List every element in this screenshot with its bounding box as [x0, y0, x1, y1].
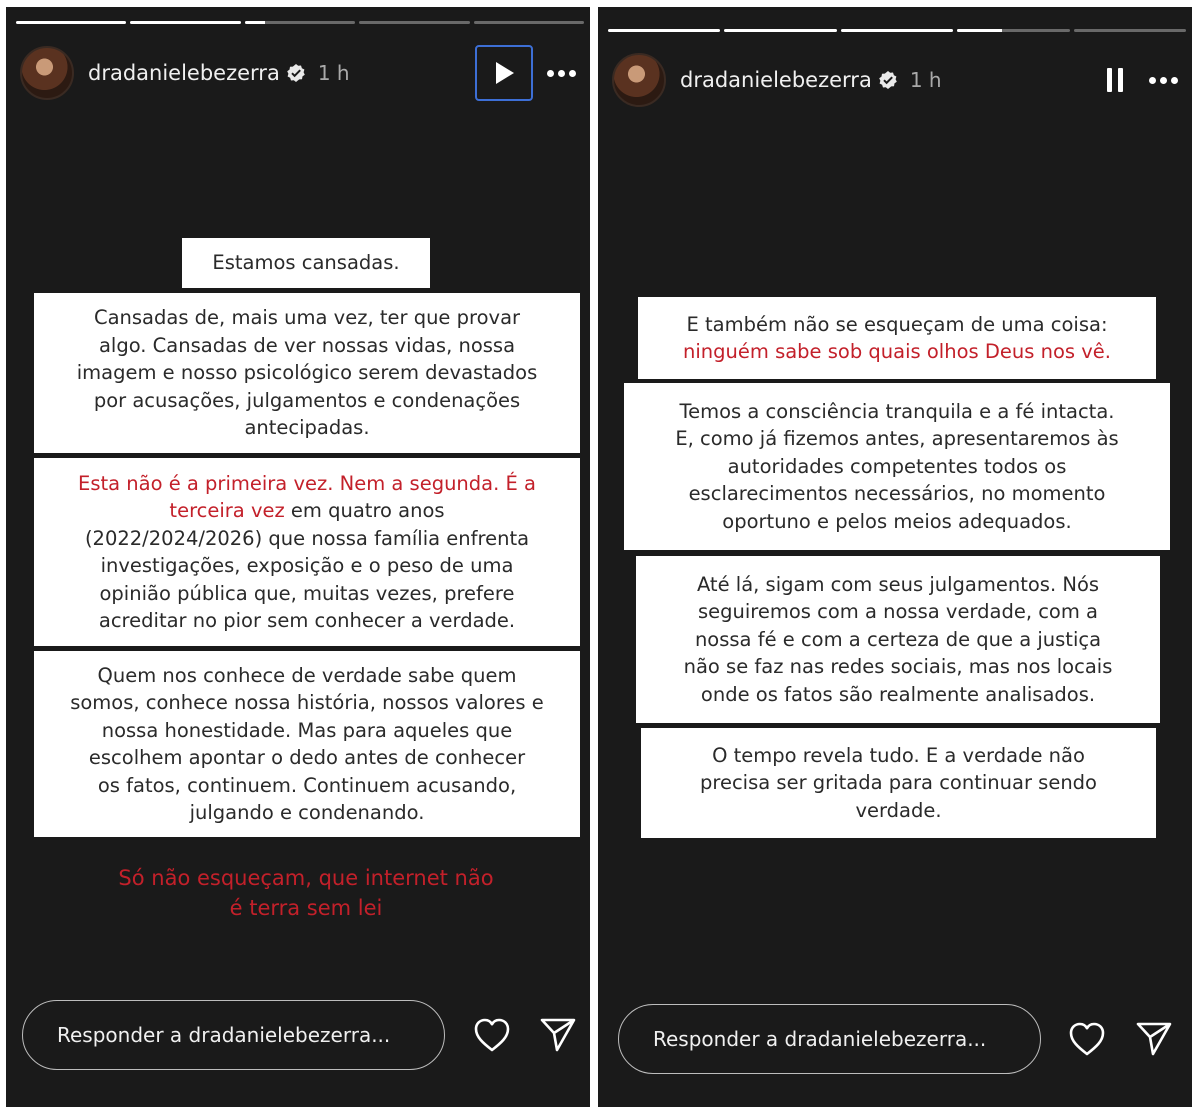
body-text: Quem nos conhece de verdade sabe quem	[97, 663, 517, 687]
body-text: nossa fé e com a certeza de que a justiça	[694, 627, 1102, 651]
body-text: somos, conhece nossa história, nossos valores e	[70, 691, 544, 714]
text-line	[697, 571, 1099, 599]
body-text: autoridades competentes todos os	[727, 454, 1067, 478]
text-line	[680, 398, 1115, 426]
progress-segment	[957, 29, 1069, 32]
text-line	[94, 304, 520, 332]
body-text: precisa ser gritada para continuar sendo	[700, 771, 1097, 795]
reply-placeholder: Responder a dradanielebezerra...	[653, 1027, 987, 1051]
footer-line: é terra sem lei	[229, 896, 383, 920]
footer-warning-text	[66, 863, 546, 923]
reply-input[interactable]	[22, 1000, 445, 1070]
text-line	[70, 689, 544, 717]
verified-badge-icon	[286, 63, 306, 83]
text-line	[855, 797, 941, 825]
body-text: algo. Cansadas de ver nossas vidas, nossa	[98, 333, 516, 357]
text-line	[99, 607, 515, 635]
body-text: Até lá, sigam com seus julgamentos. Nós	[696, 572, 1100, 596]
story-text-box	[638, 297, 1156, 379]
body-text: imagem e nosso psicológico serem devastados	[76, 361, 538, 385]
progress-segment	[130, 21, 240, 24]
body-text: opinião pública que, muitas vezes, prefere	[99, 581, 515, 605]
text-line	[94, 387, 520, 415]
story-text-box	[34, 651, 580, 837]
story-right	[598, 7, 1192, 1107]
story-text-box	[624, 383, 1170, 550]
body-text: seguiremos com a nossa verdade, com a	[697, 600, 1099, 624]
text-line	[212, 249, 399, 277]
text-line	[695, 626, 1101, 654]
progress-segment	[1074, 29, 1186, 32]
body-text: esclarecimentos necessários, no momento	[688, 482, 1106, 506]
story-text-box	[641, 728, 1156, 838]
story-header	[612, 53, 1182, 107]
body-text: E também não se esqueçam de uma coisa:	[686, 312, 1108, 336]
body-text: O tempo revela tudo. E a verdade não	[712, 743, 1085, 767]
heart-icon[interactable]	[468, 1011, 516, 1059]
body-text: acreditar no pior sem conhecer a verdade.	[98, 609, 516, 632]
avatar[interactable]	[20, 46, 74, 100]
progress-segment-fill	[841, 29, 953, 32]
text-line	[78, 470, 536, 498]
text-line	[675, 425, 1118, 453]
story-text-box	[182, 238, 430, 288]
more-options-icon[interactable]	[1149, 77, 1178, 84]
progress-segment	[359, 21, 469, 24]
body-text: em quatro anos	[284, 499, 445, 522]
text-line	[700, 769, 1097, 797]
progress-segment	[841, 29, 953, 32]
footer-line: Só não esqueçam, que internet não	[118, 866, 494, 890]
progress-segment-fill	[724, 29, 836, 32]
story-header	[20, 45, 580, 101]
body-text: os fatos, continuem. Continuem acusando,	[97, 773, 517, 797]
pause-icon[interactable]	[1095, 60, 1135, 100]
reply-input[interactable]	[618, 1004, 1041, 1074]
text-line	[102, 717, 513, 745]
avatar[interactable]	[612, 53, 666, 107]
text-line	[689, 480, 1106, 508]
body-text: investigações, exposição e o peso de uma	[100, 554, 514, 577]
text-line	[99, 332, 515, 360]
body-text: Cansadas de, mais uma vez, ter que provar	[93, 306, 521, 330]
progress-segment	[474, 21, 584, 24]
text-line	[101, 552, 514, 580]
progress-bar	[16, 21, 584, 24]
text-line	[98, 772, 516, 800]
post-time: 1 h	[909, 68, 942, 92]
story-text-box	[34, 293, 580, 453]
text-line	[244, 414, 369, 442]
highlight-text: terceira vez	[169, 499, 285, 522]
highlight-text: ninguém sabe sob quais olhos Deus nos vê.	[683, 340, 1111, 363]
body-text: Estamos cansadas.	[212, 251, 400, 275]
text-line	[89, 744, 525, 772]
post-time: 1 h	[317, 61, 350, 85]
story-left	[6, 7, 590, 1107]
play-icon[interactable]	[475, 45, 533, 101]
body-text: antecipadas.	[244, 416, 370, 440]
send-icon[interactable]	[1130, 1015, 1178, 1063]
progress-segment	[16, 21, 126, 24]
text-line	[728, 453, 1067, 481]
story-text-box	[34, 458, 580, 646]
progress-segment	[245, 21, 355, 24]
text-line	[100, 580, 515, 608]
body-text: (2022/2024/2026) que nossa família enfrenta	[84, 526, 530, 550]
text-line	[85, 525, 529, 553]
body-text: Temos a consciência tranquila e a fé intacta.	[679, 399, 1115, 423]
body-text: escolhem apontar o dedo antes de conhecer	[88, 746, 526, 769]
progress-bar	[608, 29, 1186, 32]
text-line	[686, 311, 1107, 339]
body-text: não se faz nas redes sociais, mas nos locais	[683, 655, 1113, 679]
body-text: oportuno e pelos meios adequados.	[722, 509, 1072, 533]
text-line	[698, 598, 1098, 626]
text-line	[169, 497, 444, 525]
text-line	[701, 681, 1095, 709]
text-line	[684, 653, 1113, 681]
body-text: julgando e condenando.	[189, 801, 425, 824]
progress-segment-fill	[16, 21, 126, 24]
username[interactable]: dradanielebezerra	[88, 61, 280, 85]
story-text-box	[636, 556, 1160, 723]
body-text: nossa honestidade. Mas para aqueles que	[101, 718, 513, 742]
text-line	[722, 508, 1071, 536]
body-text: verdade.	[855, 798, 942, 822]
progress-segment-fill	[245, 21, 265, 24]
text-line	[683, 338, 1111, 366]
send-icon[interactable]	[534, 1011, 582, 1059]
progress-segment-fill	[130, 21, 240, 24]
text-line	[712, 742, 1085, 770]
text-line	[190, 799, 425, 827]
body-text: onde os fatos são realmente analisados.	[700, 682, 1096, 706]
username[interactable]: dradanielebezerra	[680, 68, 872, 92]
progress-segment-fill	[608, 29, 720, 32]
progress-segment	[608, 29, 720, 32]
heart-icon[interactable]	[1063, 1015, 1111, 1063]
body-text: por acusações, julgamentos e condenações	[93, 388, 521, 412]
reply-placeholder: Responder a dradanielebezerra...	[57, 1023, 391, 1047]
text-line	[98, 662, 517, 690]
more-options-icon[interactable]	[547, 70, 576, 77]
progress-segment-fill	[957, 29, 1002, 32]
progress-segment	[724, 29, 836, 32]
body-text: E, como já fizemos antes, apresentaremos às	[675, 427, 1119, 451]
text-line	[77, 359, 538, 387]
highlight-text: Esta não é a primeira vez. Nem a segunda. É a	[78, 471, 536, 495]
verified-badge-icon	[878, 70, 898, 90]
